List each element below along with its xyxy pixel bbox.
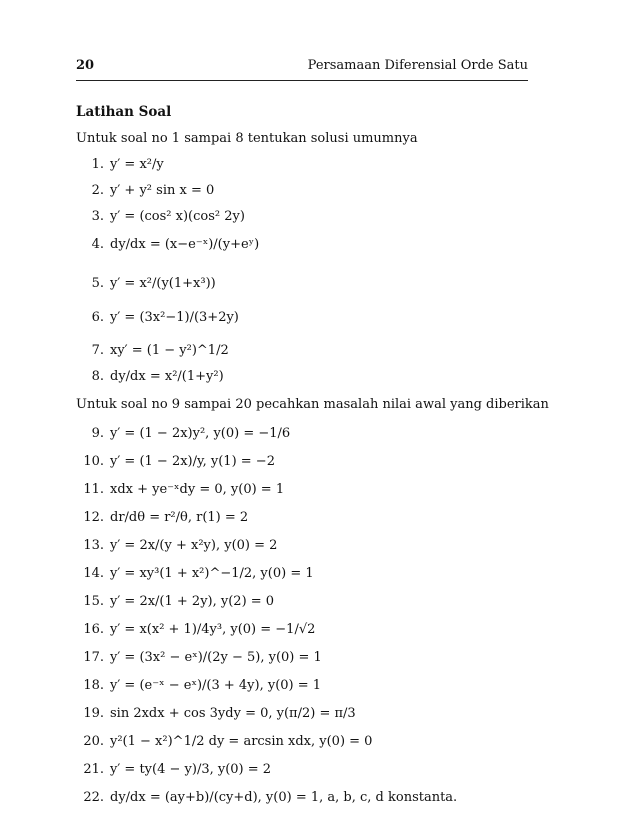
problem-number: 19. — [83, 706, 104, 721]
problem-item — [76, 453, 275, 471]
section-title: Latihan Soal — [76, 104, 172, 120]
problem-item — [76, 509, 248, 527]
problem-item — [76, 309, 239, 327]
problem-item — [76, 368, 224, 386]
problem-item — [76, 565, 314, 583]
problem-item — [76, 275, 216, 293]
problem-item — [76, 677, 321, 695]
problem-item — [76, 208, 245, 226]
problem-number: 12. — [83, 510, 104, 525]
problem-number: 6. — [91, 310, 104, 325]
problem-number: 4. — [91, 237, 104, 252]
problem-equation: dy/dx = (ay+b)/(cy+d), y(0) = 1, a, b, c, d konstanta. — [110, 790, 458, 805]
problem-item — [76, 342, 229, 360]
problem-number: 13. — [83, 538, 104, 553]
problem-number: 21. — [83, 762, 104, 777]
problem-number: 17. — [83, 650, 104, 665]
problem-equation: y′ = (1 − 2x)/y, y(1) = −2 — [110, 454, 275, 469]
problem-item — [76, 481, 284, 499]
problem-number: 20. — [83, 734, 104, 749]
problem-item — [76, 705, 356, 723]
problem-number: 22. — [83, 790, 104, 805]
problem-number: 15. — [83, 594, 104, 609]
problem-equation: xy′ = (1 − y²)^1/2 — [110, 343, 229, 358]
problem-item — [76, 621, 315, 639]
problem-item — [76, 733, 372, 751]
problem-item — [76, 236, 259, 254]
problem-item — [76, 649, 322, 667]
problem-equation: y′ = x²/(y(1+x³)) — [110, 276, 216, 291]
problem-number: 2. — [91, 183, 104, 198]
problem-item — [76, 761, 271, 779]
problem-equation: y′ = x(x² + 1)/4y³, y(0) = −1/√2 — [110, 622, 316, 637]
problem-equation: y′ = (3x²−1)/(3+2y) — [110, 310, 239, 325]
problem-item — [76, 537, 277, 555]
problem-equation: dy/dx = x²/(1+y²) — [110, 369, 224, 384]
problem-item — [76, 425, 290, 443]
problem-number: 3. — [91, 209, 104, 224]
page-header — [76, 58, 528, 81]
problem-equation: y′ = 2x/(y + x²y), y(0) = 2 — [110, 538, 278, 553]
problem-equation: dr/dθ = r²/θ, r(1) = 2 — [110, 510, 249, 525]
problem-number: 1. — [91, 157, 104, 172]
problem-equation: y′ + y² sin x = 0 — [110, 183, 215, 198]
problem-number: 7. — [91, 343, 104, 358]
problem-equation: y′ = 2x/(1 + 2y), y(2) = 0 — [110, 594, 275, 609]
problem-equation: y′ = (e⁻ˣ − eˣ)/(3 + 4y), y(0) = 1 — [110, 678, 322, 693]
problem-item — [76, 593, 274, 611]
problem-equation: y′ = x²/y — [110, 157, 164, 172]
problem-number: 5. — [91, 276, 104, 291]
problem-equation: y′ = xy³(1 + x²)^−1/2, y(0) = 1 — [110, 566, 314, 581]
problem-item — [76, 182, 214, 200]
problem-number: 18. — [83, 678, 104, 693]
problem-item — [76, 789, 457, 807]
problem-number: 10. — [83, 454, 104, 469]
instruction-general-solution: Untuk soal no 1 sampai 8 tentukan solusi umumnya — [76, 131, 418, 146]
problem-equation: y′ = (3x² − eˣ)/(2y − 5), y(0) = 1 — [110, 650, 322, 665]
problem-equation: xdx + ye⁻ˣdy = 0, y(0) = 1 — [110, 482, 285, 497]
instruction-initial-value: Untuk soal no 9 sampai 20 pecahkan masalah nilai awal yang diberikan — [76, 397, 549, 412]
problem-equation: y′ = (1 − 2x)y², y(0) = −1/6 — [110, 426, 291, 441]
problem-number: 9. — [91, 426, 104, 441]
problem-number: 8. — [91, 369, 104, 384]
problem-number: 16. — [83, 622, 104, 637]
problem-equation: dy/dx = (x−e⁻ˣ)/(y+eʸ) — [110, 237, 260, 252]
running-title: Persamaan Diferensial Orde Satu — [307, 58, 528, 73]
problem-number: 14. — [83, 566, 104, 581]
problem-equation: sin 2xdx + cos 3ydy = 0, y(π/2) = π/3 — [110, 706, 356, 721]
problem-item — [76, 156, 164, 174]
problem-number: 11. — [83, 482, 104, 497]
problem-equation: y′ = (cos² x)(cos² 2y) — [110, 209, 245, 224]
page-number: 20 — [76, 58, 95, 73]
problem-equation: y²(1 − x²)^1/2 dy = arcsin xdx, y(0) = 0 — [110, 734, 373, 749]
problem-equation: y′ = ty(4 − y)/3, y(0) = 2 — [110, 762, 272, 777]
